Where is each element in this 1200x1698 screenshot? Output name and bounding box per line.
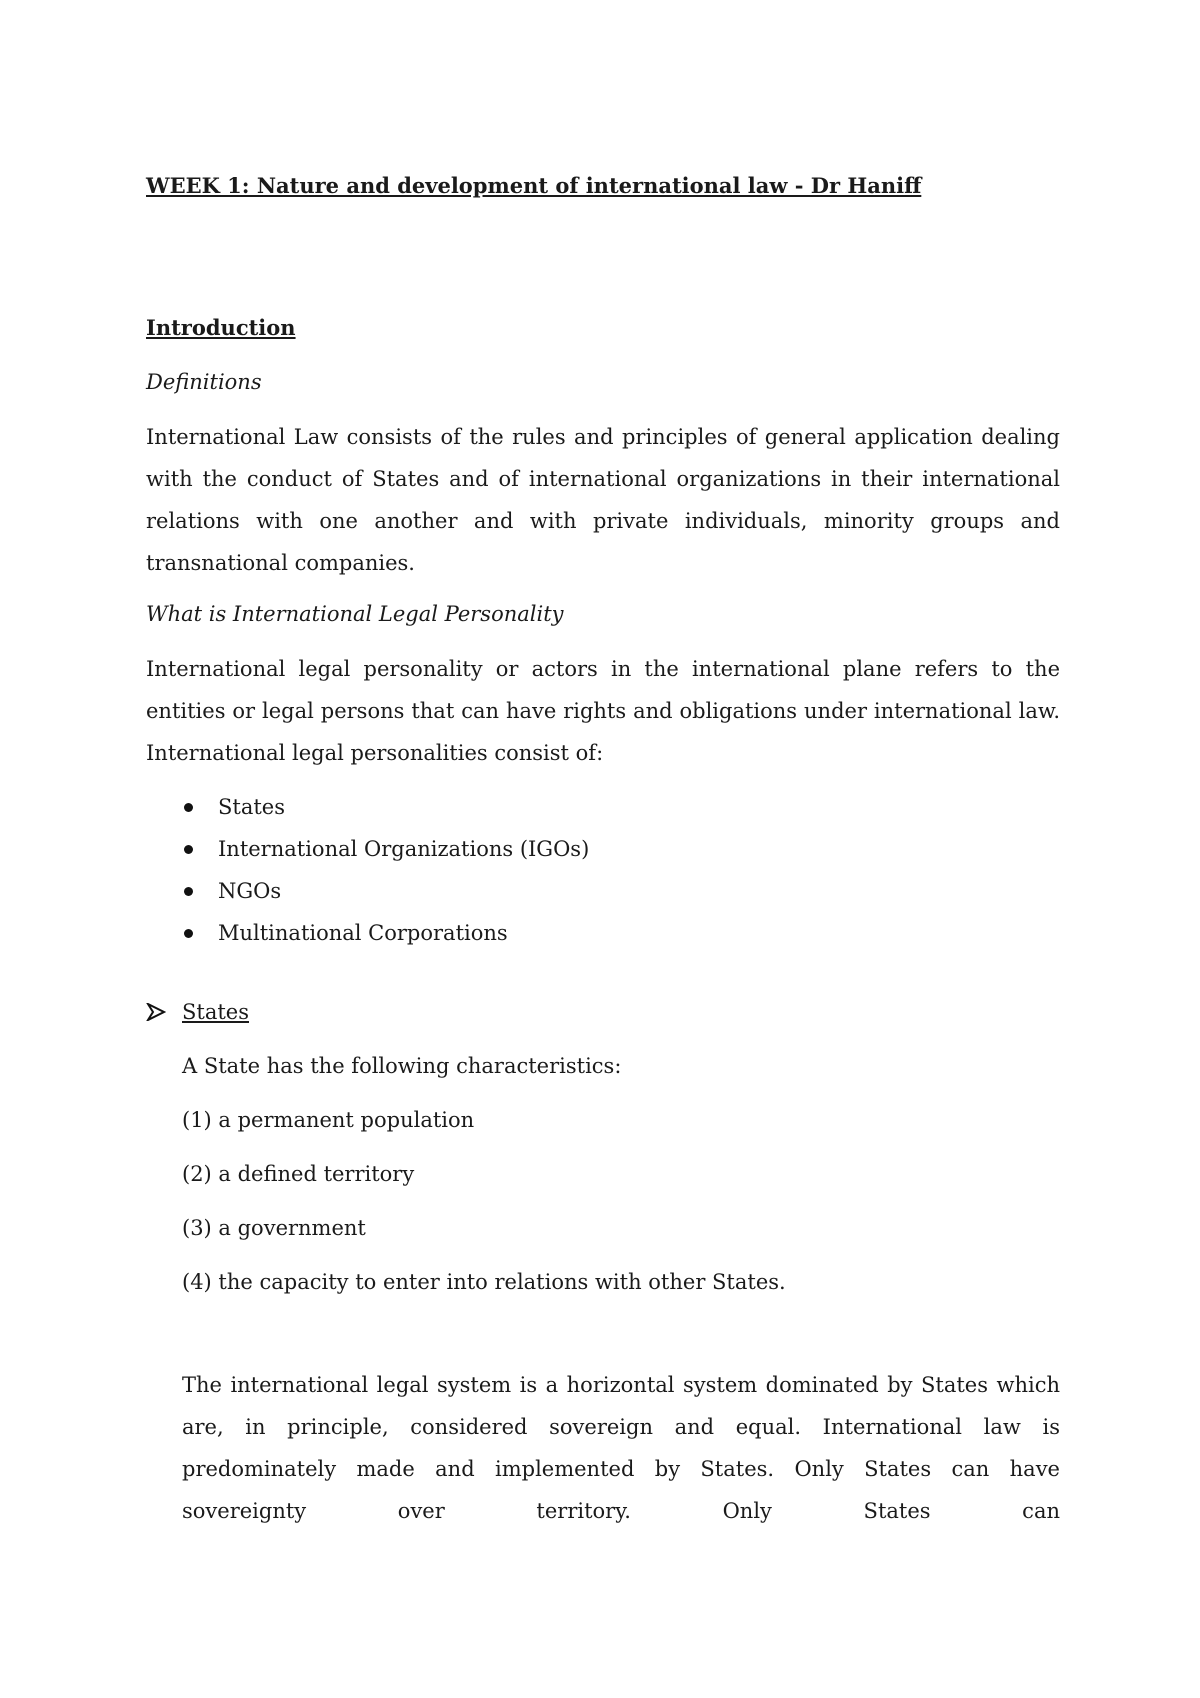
- list-item: [184, 912, 1060, 954]
- spacer: [146, 954, 1060, 996]
- spacer: [146, 774, 1060, 786]
- document-body: [146, 170, 1060, 1532]
- spacer: [146, 584, 1060, 598]
- bullet-icon: [184, 845, 193, 854]
- personality-list: [146, 786, 1060, 954]
- introduction-heading: Introduction: [146, 315, 296, 340]
- characteristic-item: (2) a defined territory: [182, 1162, 415, 1186]
- spacer: [182, 1136, 1060, 1158]
- arrowhead-bullet-icon: [146, 1003, 166, 1021]
- bullet-icon: [184, 803, 193, 812]
- characteristic-item: (4) the capacity to enter into relations with other States.: [182, 1270, 786, 1294]
- states-intro: A State has the following characteristics:: [182, 1054, 622, 1078]
- bullet-icon: [184, 887, 193, 896]
- definitions-heading: Definitions: [146, 370, 262, 394]
- characteristic-item: (1) a permanent population: [182, 1108, 475, 1132]
- list-item-label: States: [218, 795, 285, 819]
- states-heading: States: [182, 1000, 249, 1024]
- spacer: [146, 398, 1060, 416]
- spacer: [182, 1028, 1060, 1050]
- spacer: [146, 202, 1060, 312]
- personality-heading: What is International Legal Personality: [146, 602, 564, 626]
- characteristic-item: (3) a government: [182, 1216, 366, 1240]
- spacer: [182, 1244, 1060, 1266]
- list-item-label: Multinational Corporations: [218, 921, 508, 945]
- spacer: [182, 1298, 1060, 1364]
- bullet-icon: [184, 929, 193, 938]
- system-paragraph: The international legal system is a horizontal system dominated by States which are, in principle, considered sovereign and equal. International law is predominately made and implemented by States. Only States can have sovereignty over territory. Only States can: [182, 1373, 1060, 1523]
- list-item: [184, 870, 1060, 912]
- spacer: [182, 1190, 1060, 1212]
- spacer: [182, 1082, 1060, 1104]
- spacer: [146, 344, 1060, 366]
- list-item: [184, 828, 1060, 870]
- states-section: [146, 1028, 1060, 1532]
- list-item-label: NGOs: [218, 879, 282, 903]
- list-item: [184, 786, 1060, 828]
- states-heading-item: [146, 996, 1060, 1028]
- spacer: [146, 630, 1060, 648]
- personality-paragraph: International legal personality or actors in the international plane refers to the entities or legal persons that can have rights and obligations under international law. International legal personalities consist of:: [146, 657, 1060, 765]
- list-item-label: International Organizations (IGOs): [218, 837, 590, 861]
- document-title: WEEK 1: Nature and development of international law - Dr Haniff: [146, 173, 922, 198]
- definitions-paragraph: International Law consists of the rules and principles of general application dealing with the conduct of States and of international organizations in their international relations with one another and with private individuals, minority groups and transnational companies.: [146, 425, 1060, 575]
